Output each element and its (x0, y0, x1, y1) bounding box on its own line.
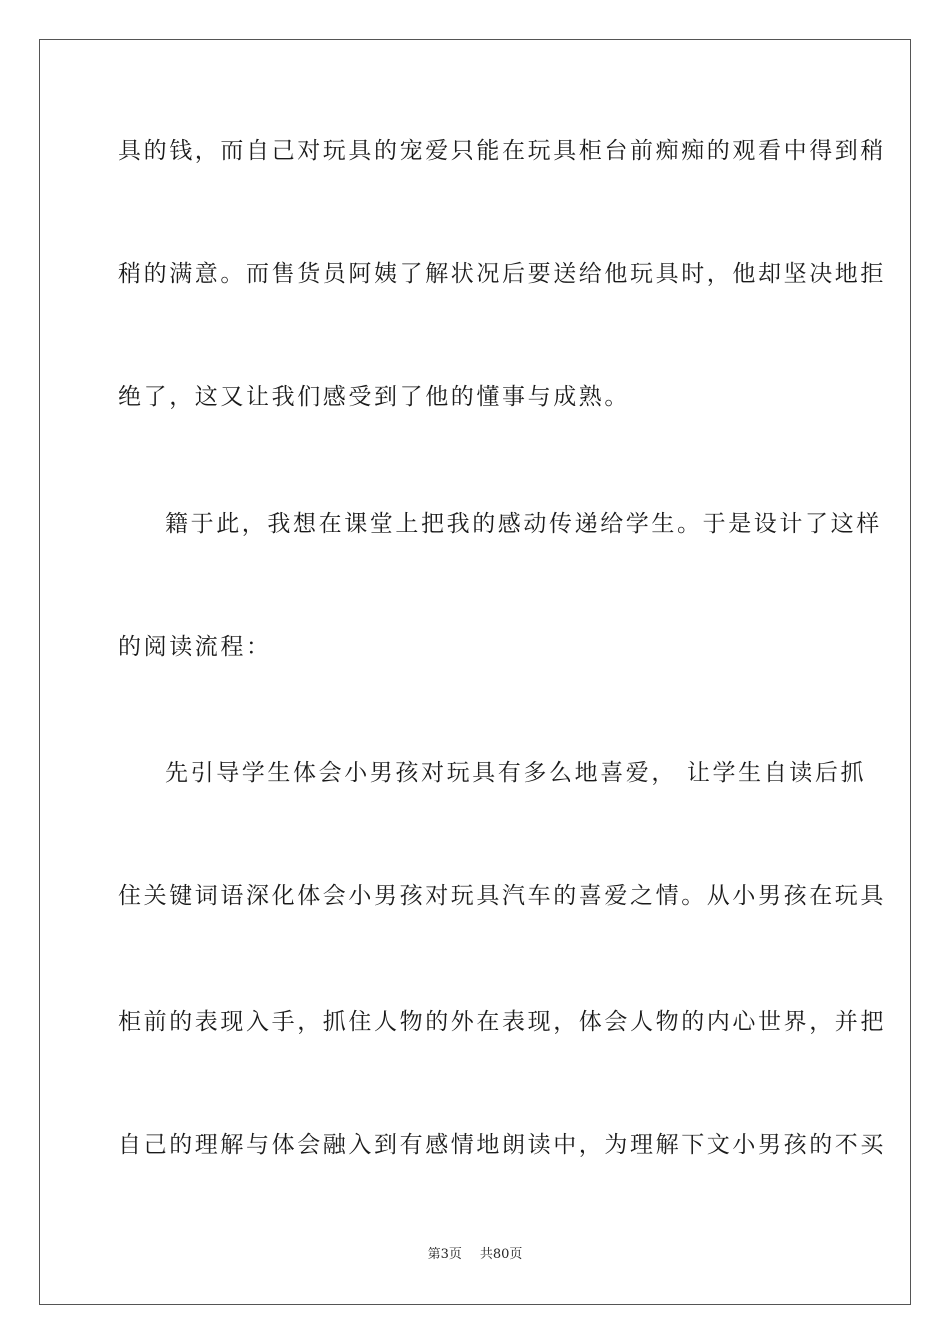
page-footer (0, 1246, 950, 1264)
text-line: 柜前的表现入手，抓住人物的外在表现，体会人物的内心世界，并把 (118, 1009, 886, 1035)
paragraph-first-line: 先引导学生体会小男孩对玩具有多么地喜爱， 让学生自读后抓 (165, 760, 867, 786)
text-line: 稍的满意。而售货员阿姨了解状况后要送给他玩具时，他却坚决地拒 (118, 261, 886, 287)
text-line: 绝了，这又让我们感受到了他的懂事与成熟。 (118, 384, 630, 410)
text-line: 具的钱，而自己对玩具的宠爱只能在玩具柜台前痴痴的观看中得到稍 (118, 138, 886, 164)
text-line: 自己的理解与体会融入到有感情地朗读中，为理解下文小男孩的不买 (118, 1132, 886, 1158)
page-number: 第3页 (427, 1247, 462, 1262)
page-total: 共80页 (479, 1247, 523, 1262)
text-line: 的阅读流程： (118, 634, 272, 660)
page-frame (39, 39, 911, 1305)
text-line: 住关键词语深化体会小男孩对玩具汽车的喜爱之情。从小男孩在玩具 (118, 883, 886, 909)
paragraph-first-line: 籍于此，我想在课堂上把我的感动传递给学生。于是设计了这样 (165, 511, 882, 537)
